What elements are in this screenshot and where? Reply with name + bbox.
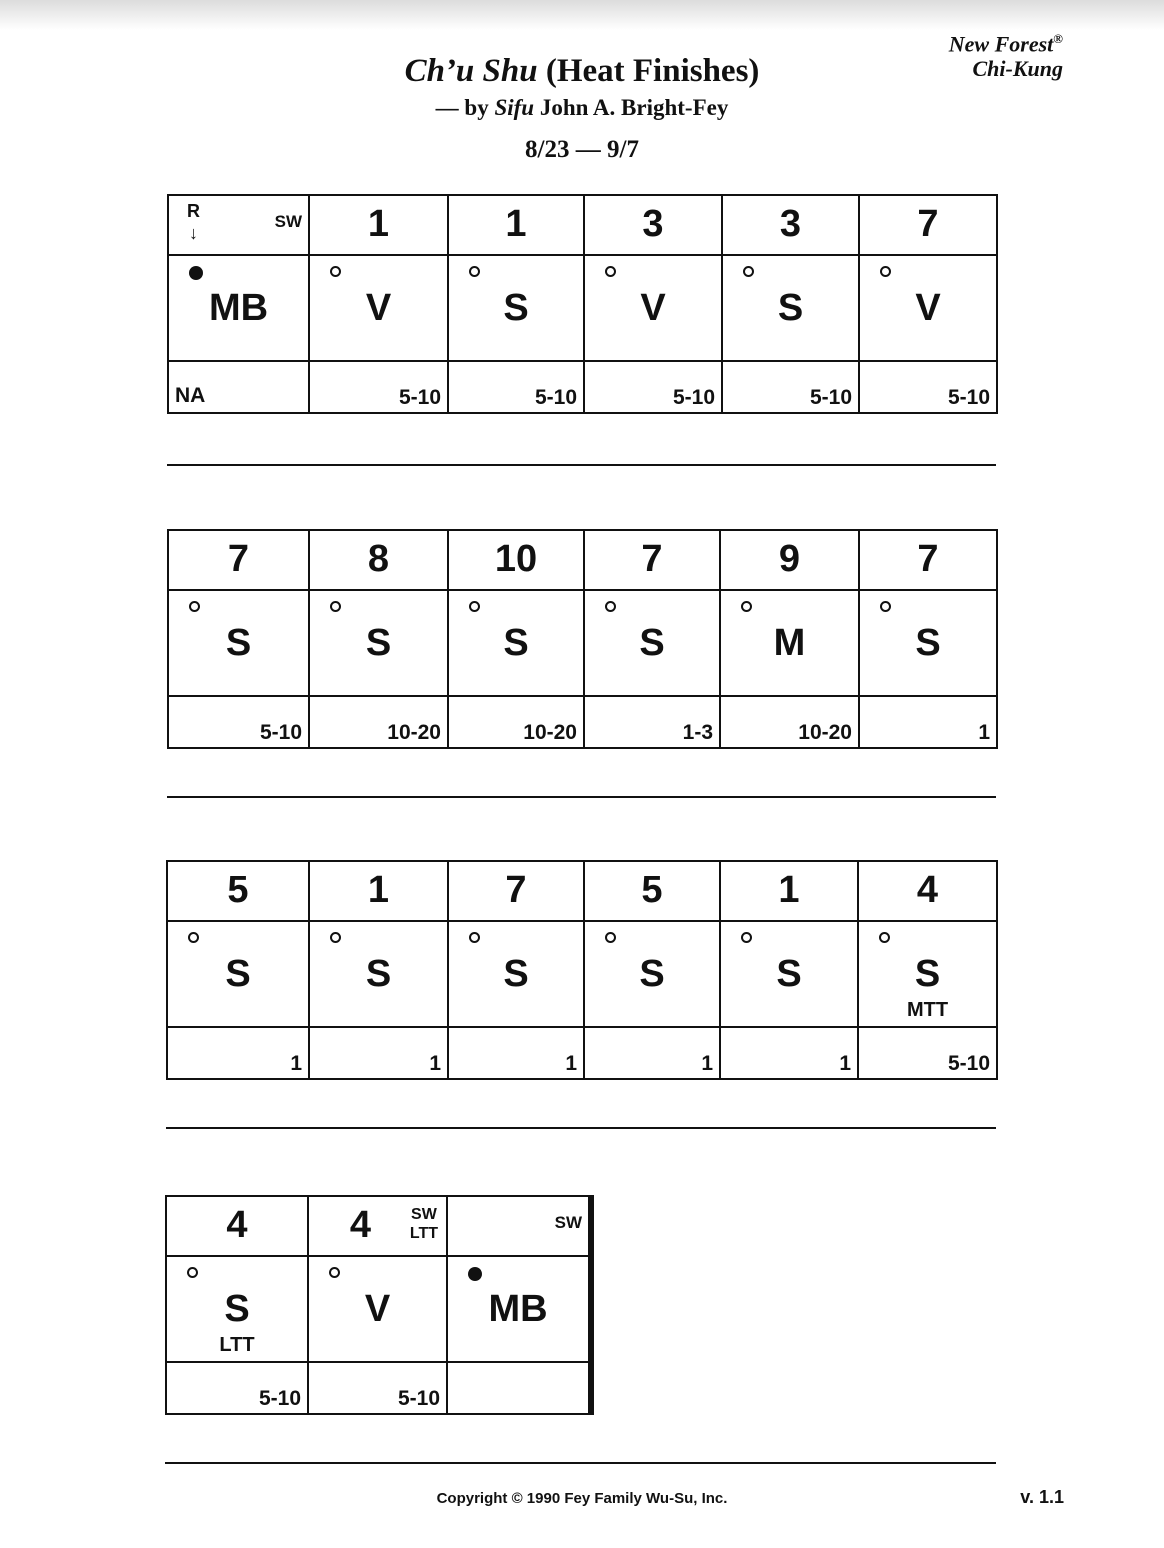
count-number: 4 bbox=[916, 869, 939, 911]
rep-cell bbox=[448, 1027, 584, 1079]
brand-logo bbox=[949, 26, 1063, 81]
count-cell bbox=[448, 195, 584, 255]
rep-count: 1 bbox=[978, 721, 990, 744]
rep-count: 1 bbox=[290, 1052, 302, 1075]
count-cell bbox=[722, 195, 859, 255]
rep-cell bbox=[308, 1362, 447, 1414]
movement-cell bbox=[720, 921, 858, 1027]
open-circle-icon bbox=[605, 601, 616, 612]
movement-cell bbox=[166, 1256, 308, 1362]
count-number: 7 bbox=[917, 538, 939, 580]
rep-cell bbox=[584, 696, 720, 748]
notes-line bbox=[165, 1462, 996, 1464]
rep-count: 5-10 bbox=[672, 386, 715, 409]
movement-code: S bbox=[225, 953, 251, 995]
rep-cell bbox=[309, 696, 448, 748]
movement-code: M bbox=[773, 622, 806, 664]
movement-code: V bbox=[364, 1288, 391, 1330]
count-number: 9 bbox=[778, 538, 801, 580]
rep-cell bbox=[584, 1027, 720, 1079]
page-title bbox=[300, 50, 864, 92]
rep-cell bbox=[166, 1362, 308, 1414]
open-circle-icon bbox=[880, 266, 891, 277]
rep-count: 5-10 bbox=[947, 1052, 990, 1075]
rep-count: NA bbox=[175, 384, 206, 407]
sw-label: SW bbox=[274, 212, 302, 231]
rep-cell bbox=[309, 1027, 448, 1079]
rep-cell bbox=[167, 1027, 309, 1079]
count-number: 1 bbox=[367, 203, 390, 245]
author-line bbox=[300, 92, 864, 124]
movement-cell bbox=[309, 921, 448, 1027]
sw-label: SW bbox=[554, 1213, 582, 1232]
notes-line bbox=[167, 464, 996, 466]
notes-line bbox=[166, 1127, 996, 1129]
count-number: 7 bbox=[641, 538, 663, 580]
count-number: 3 bbox=[642, 203, 664, 245]
movement-cell bbox=[448, 921, 584, 1027]
rep-count: 10-20 bbox=[387, 721, 441, 744]
open-circle-icon bbox=[879, 932, 890, 943]
count-number: 1 bbox=[778, 869, 800, 911]
count-cell bbox=[166, 1196, 308, 1256]
sequence-grid-4 bbox=[165, 1195, 594, 1415]
movement-cell bbox=[309, 590, 448, 696]
open-circle-icon bbox=[330, 601, 341, 612]
rep-count: 5-10 bbox=[809, 386, 852, 409]
open-circle-icon bbox=[605, 266, 616, 277]
brand-line1: New Forest bbox=[948, 31, 1054, 57]
open-circle-icon bbox=[330, 932, 341, 943]
count-cell bbox=[447, 1196, 591, 1256]
rep-count: 1 bbox=[839, 1052, 851, 1075]
open-circle-icon bbox=[741, 601, 752, 612]
notes-line bbox=[167, 796, 996, 798]
sw-ltt-label: SW LTT bbox=[409, 1206, 438, 1242]
movement-code: S bbox=[776, 953, 802, 995]
movement-code: S bbox=[639, 953, 665, 995]
author-name: John A. Bright-Fey bbox=[534, 95, 729, 120]
movement-cell bbox=[720, 590, 859, 696]
rep-cell bbox=[448, 696, 584, 748]
rep-count: 5-10 bbox=[398, 386, 441, 409]
filled-dot-icon bbox=[189, 266, 203, 280]
count-cell bbox=[448, 530, 584, 590]
count-cell bbox=[859, 530, 997, 590]
count-number: 7 bbox=[917, 203, 939, 245]
rep-cell bbox=[168, 361, 309, 413]
count-number: 8 bbox=[367, 538, 390, 580]
movement-suffix: LTT bbox=[219, 1334, 255, 1356]
movement-cell bbox=[859, 255, 997, 361]
sequence-grid-1 bbox=[167, 194, 998, 414]
brand-line2: Chi-Kung bbox=[972, 56, 1063, 82]
rep-cell bbox=[447, 1362, 591, 1414]
open-circle-icon bbox=[880, 601, 891, 612]
count-number: 3 bbox=[779, 203, 802, 245]
open-circle-icon bbox=[741, 932, 752, 943]
rep-count: 1 bbox=[429, 1052, 441, 1075]
count-number: 10 bbox=[494, 538, 538, 580]
count-number: 1 bbox=[505, 203, 527, 245]
movement-cell bbox=[448, 255, 584, 361]
page-header bbox=[300, 50, 864, 166]
movement-cell bbox=[584, 590, 720, 696]
movement-code: S bbox=[224, 1288, 250, 1330]
count-number: 7 bbox=[227, 538, 250, 580]
count-cell bbox=[168, 530, 309, 590]
movement-code: S bbox=[777, 287, 804, 329]
movement-code: S bbox=[503, 953, 529, 995]
rep-count: 1-3 bbox=[682, 721, 713, 744]
count-cell bbox=[167, 861, 309, 921]
movement-code: S bbox=[914, 953, 941, 995]
version-label: v. 1.1 bbox=[1020, 1487, 1064, 1507]
copyright-text: Copyright © 1990 Fey Family Wu-Su, Inc. bbox=[436, 1490, 728, 1507]
count-cell bbox=[309, 195, 448, 255]
movement-cell bbox=[448, 590, 584, 696]
count-number: 7 bbox=[505, 869, 527, 911]
count-cell bbox=[584, 195, 722, 255]
open-circle-icon bbox=[469, 266, 480, 277]
open-circle-icon bbox=[469, 932, 480, 943]
open-circle-icon bbox=[469, 601, 480, 612]
movement-cell bbox=[447, 1256, 591, 1362]
count-cell bbox=[309, 530, 448, 590]
count-number: 4 bbox=[349, 1204, 372, 1246]
date-range: 8/23 — 9/7 bbox=[525, 136, 639, 163]
rep-count: 5-10 bbox=[258, 1387, 301, 1410]
count-cell bbox=[308, 1196, 447, 1256]
rep-cell bbox=[168, 696, 309, 748]
count-number: 5 bbox=[641, 869, 663, 911]
open-circle-icon bbox=[605, 932, 616, 943]
rep-cell bbox=[309, 361, 448, 413]
rep-cell bbox=[720, 1027, 858, 1079]
right-down-marker: R ↓ bbox=[187, 201, 200, 243]
movement-code: S bbox=[639, 622, 665, 664]
rep-cell bbox=[584, 361, 722, 413]
filled-dot-icon bbox=[468, 1267, 482, 1281]
open-circle-icon bbox=[188, 932, 199, 943]
movement-cell bbox=[168, 255, 309, 361]
movement-cell bbox=[584, 255, 722, 361]
rep-count: 1 bbox=[701, 1052, 713, 1075]
movement-cell bbox=[722, 255, 859, 361]
count-cell bbox=[859, 195, 997, 255]
rep-cell bbox=[858, 1027, 997, 1079]
movement-cell bbox=[168, 590, 309, 696]
movement-cell bbox=[858, 921, 997, 1027]
rep-count: 5-10 bbox=[397, 1387, 440, 1410]
rep-count: 5-10 bbox=[259, 721, 302, 744]
count-number: 1 bbox=[367, 869, 390, 911]
author-prefix: — by bbox=[435, 95, 495, 120]
down-arrow-icon: ↓ bbox=[189, 223, 198, 243]
rep-count: 5-10 bbox=[534, 386, 577, 409]
title-italic: Ch’u Shu bbox=[404, 53, 538, 89]
rep-cell bbox=[859, 361, 997, 413]
open-circle-icon bbox=[743, 266, 754, 277]
rep-cell bbox=[859, 696, 997, 748]
movement-cell bbox=[859, 590, 997, 696]
movement-code: MB bbox=[488, 1288, 548, 1330]
movement-code: V bbox=[365, 287, 392, 329]
movement-code: MB bbox=[208, 287, 269, 329]
movement-cell bbox=[309, 255, 448, 361]
sequence-grid-3 bbox=[166, 860, 998, 1080]
movement-cell bbox=[308, 1256, 447, 1362]
movement-code: S bbox=[365, 622, 392, 664]
movement-cell bbox=[167, 921, 309, 1027]
open-circle-icon bbox=[187, 1267, 198, 1278]
movement-code: V bbox=[915, 287, 941, 329]
rep-count: 10-20 bbox=[798, 721, 852, 744]
count-cell bbox=[309, 861, 448, 921]
movement-suffix: MTT bbox=[906, 999, 949, 1021]
movement-code: S bbox=[365, 953, 392, 995]
count-cell bbox=[584, 861, 720, 921]
movement-code: S bbox=[225, 622, 252, 664]
movement-code: S bbox=[915, 622, 941, 664]
movement-code: S bbox=[503, 287, 529, 329]
count-number: 5 bbox=[227, 869, 249, 911]
movement-cell bbox=[584, 921, 720, 1027]
movement-code: S bbox=[503, 622, 529, 664]
open-circle-icon bbox=[330, 266, 341, 277]
count-cell bbox=[858, 861, 997, 921]
count-cell bbox=[584, 530, 720, 590]
count-cell bbox=[448, 861, 584, 921]
rep-count: 10-20 bbox=[523, 721, 577, 744]
open-circle-icon bbox=[329, 1267, 340, 1278]
movement-code: V bbox=[640, 287, 666, 329]
count-cell bbox=[720, 530, 859, 590]
rep-cell bbox=[722, 361, 859, 413]
rep-cell bbox=[720, 696, 859, 748]
count-number: 4 bbox=[226, 1204, 248, 1246]
title-rest: (Heat Finishes) bbox=[537, 53, 760, 89]
rep-count: 5-10 bbox=[947, 386, 990, 409]
sequence-grid-2 bbox=[167, 529, 998, 749]
start-header-cell bbox=[168, 195, 309, 255]
open-circle-icon bbox=[189, 601, 200, 612]
count-cell bbox=[720, 861, 858, 921]
rep-count: 1 bbox=[565, 1052, 577, 1075]
author-title: Sifu bbox=[494, 95, 535, 120]
registered-mark: ® bbox=[1053, 31, 1063, 46]
rep-cell bbox=[448, 361, 584, 413]
